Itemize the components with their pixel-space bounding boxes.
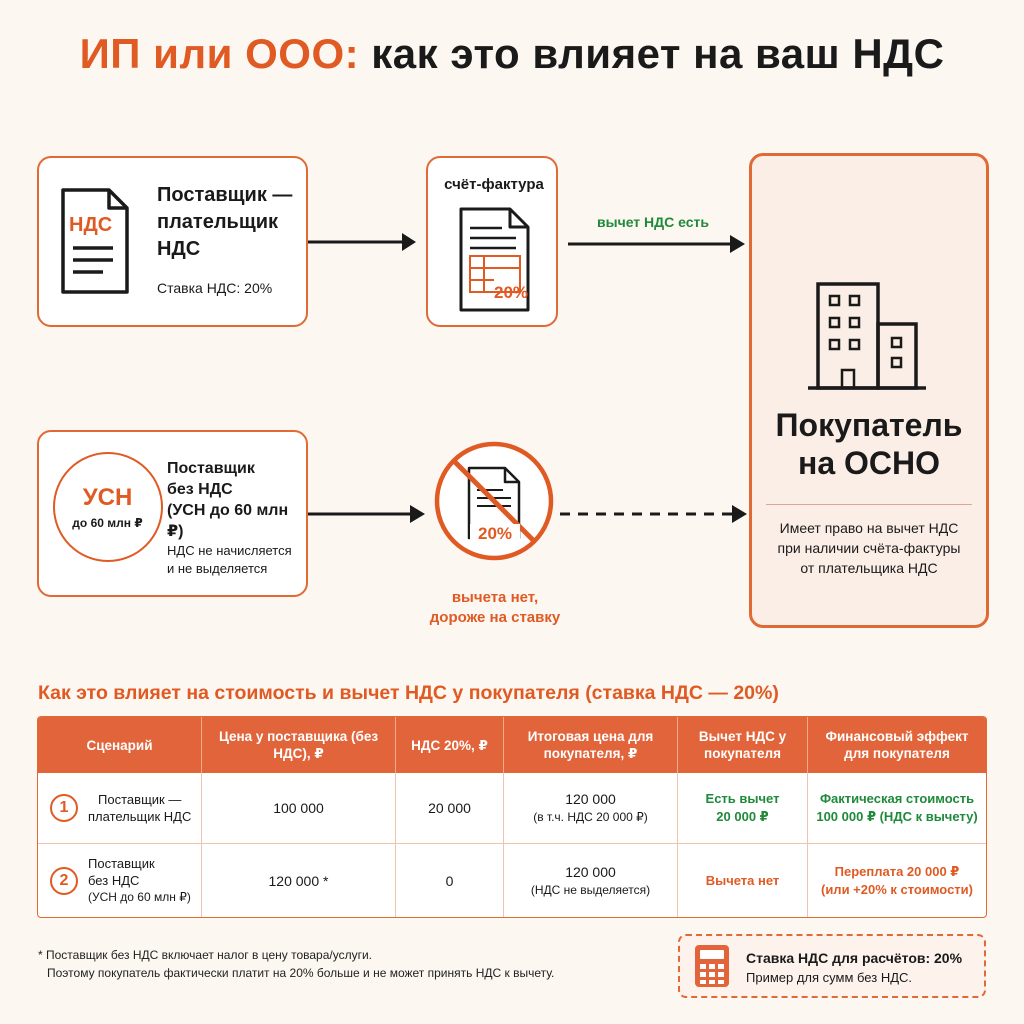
header-cell: Сценарий [38, 717, 202, 773]
caption-line: дороже на ставку [429, 609, 561, 626]
scenario-line: Поставщик [88, 856, 155, 871]
header-cell: Цена у поставщика (без НДС), ₽ [202, 717, 396, 773]
footnote [38, 946, 554, 982]
doc-vat-badge: НДС [69, 214, 113, 236]
footnote-line: * Поставщик без НДС включает налог в цену товара/услуги. [38, 948, 372, 962]
buyer-title [752, 406, 986, 482]
heading-line: Поставщик [167, 460, 255, 477]
invoice-label: счёт-фактура [444, 176, 544, 193]
rate-box-sub: Пример для сумм без НДС. [746, 970, 913, 985]
desc-line: от плательщика НДС [800, 560, 938, 576]
effect-line: Фактическая стоимость [819, 791, 975, 806]
row-number-badge: 2 [50, 867, 78, 895]
buyer-title-line: на ОСНО [797, 445, 940, 481]
rate-box-title: Ставка НДС для расчётов: 20% [746, 950, 963, 966]
usn-badge-main: УСН [82, 484, 133, 511]
page-title [0, 30, 1024, 78]
total-cell [504, 773, 678, 843]
buyer-card [749, 153, 989, 628]
supplier-vat-heading [157, 182, 292, 263]
table-header [38, 717, 986, 773]
effect-line: 100 000 ₽ (НДС к вычету) [816, 809, 978, 824]
total-value: 120 000 [565, 791, 616, 807]
usn-badge [53, 452, 163, 562]
scenario-line: без НДС [88, 873, 140, 888]
dashed-arrow-to-buyer [560, 502, 750, 526]
heading-line: плательщик [157, 211, 279, 233]
buyer-divider [766, 504, 972, 505]
total-value: 120 000 [565, 863, 616, 880]
header-cell: НДС 20%, ₽ [396, 717, 504, 773]
invoice-percent: 20% [494, 283, 529, 302]
heading-line: (УСН до 60 млн ₽) [167, 502, 289, 540]
row-number-badge: 1 [50, 794, 78, 822]
desc-line: Имеет право на вычет НДС [779, 520, 959, 536]
scenario-text [88, 855, 191, 906]
header-cell: Финансовый эффект для покупателя [825, 729, 969, 761]
table-row [38, 844, 986, 917]
price-cell: 100 000 [202, 773, 396, 843]
deduction-yes-label: вычет НДС есть [597, 214, 709, 230]
arrow-to-invoice [308, 230, 418, 254]
supplier-novat-note [167, 542, 292, 578]
header-cell: Вычет НДС у покупателя [678, 717, 808, 773]
effect-line: Переплата 20 000 ₽ [834, 863, 960, 879]
usn-badge-sub: до 60 млн ₽ [72, 516, 143, 530]
no-invoice-percent: 20% [470, 524, 520, 544]
scenario-line: (УСН до 60 млн ₽) [88, 890, 191, 904]
footnote-line: Поэтому покупатель фактически платит на 20% больше и не может принять НДС к вычету. [47, 966, 555, 980]
table-title: Как это влияет на стоимость и вычет НДС у покупателя (ставка НДС — 20%) [38, 682, 779, 704]
heading-line: Поставщик — [157, 184, 293, 206]
document-icon [59, 186, 131, 296]
supplier-novat-card [37, 430, 308, 597]
scenario-text [88, 791, 191, 825]
comparison-table [37, 716, 987, 918]
heading-line: без НДС [167, 481, 233, 498]
rate-box [678, 934, 986, 998]
effect-cell [808, 844, 986, 917]
caption-line: вычета нет, [451, 589, 539, 606]
vat-cell: 0 [396, 844, 504, 917]
effect-cell [808, 773, 986, 843]
supplier-vat-rate: Ставка НДС: 20% [157, 280, 273, 296]
note-line: НДС не начисляется [167, 543, 292, 558]
arrow-to-buyer [568, 232, 748, 256]
scenario-line: Поставщик — [98, 792, 182, 807]
deduction-cell: Вычета нет [678, 844, 808, 917]
office-building-icon [808, 278, 928, 394]
effect-line: (или +20% к стоимости) [820, 881, 973, 897]
supplier-vat-card [37, 156, 308, 327]
heading-line: НДС [157, 238, 201, 260]
scenario-cell [38, 773, 202, 843]
buyer-description [752, 518, 986, 578]
invoice-card [426, 156, 558, 327]
total-cell [504, 844, 678, 917]
desc-line: при наличии счёта-фактуры [777, 540, 961, 556]
price-cell: 120 000 * [202, 844, 396, 917]
total-note: (НДС не выделяется) [530, 882, 651, 897]
deduction-line: Есть вычет [705, 791, 780, 806]
scenario-line: плательщик НДС [88, 809, 192, 824]
vat-cell: 20 000 [396, 773, 504, 843]
title-rest: как это влияет на ваш НДС [359, 30, 945, 77]
no-deduction-caption [410, 588, 580, 628]
arrow-to-no-invoice [308, 502, 430, 526]
total-note: (в т.ч. НДС 20 000 ₽) [533, 810, 648, 824]
buyer-title-line: Покупатель [775, 407, 963, 443]
supplier-novat-heading [167, 458, 306, 542]
title-accent: ИП или ООО: [79, 30, 360, 77]
table-row [38, 773, 986, 844]
note-line: и не выделяется [167, 561, 268, 576]
deduction-line: 20 000 ₽ [716, 809, 769, 824]
calculator-icon [694, 944, 730, 988]
header-cell: Итоговая цена для покупателя, ₽ [504, 717, 678, 773]
deduction-cell [678, 773, 808, 843]
scenario-cell [38, 844, 202, 917]
